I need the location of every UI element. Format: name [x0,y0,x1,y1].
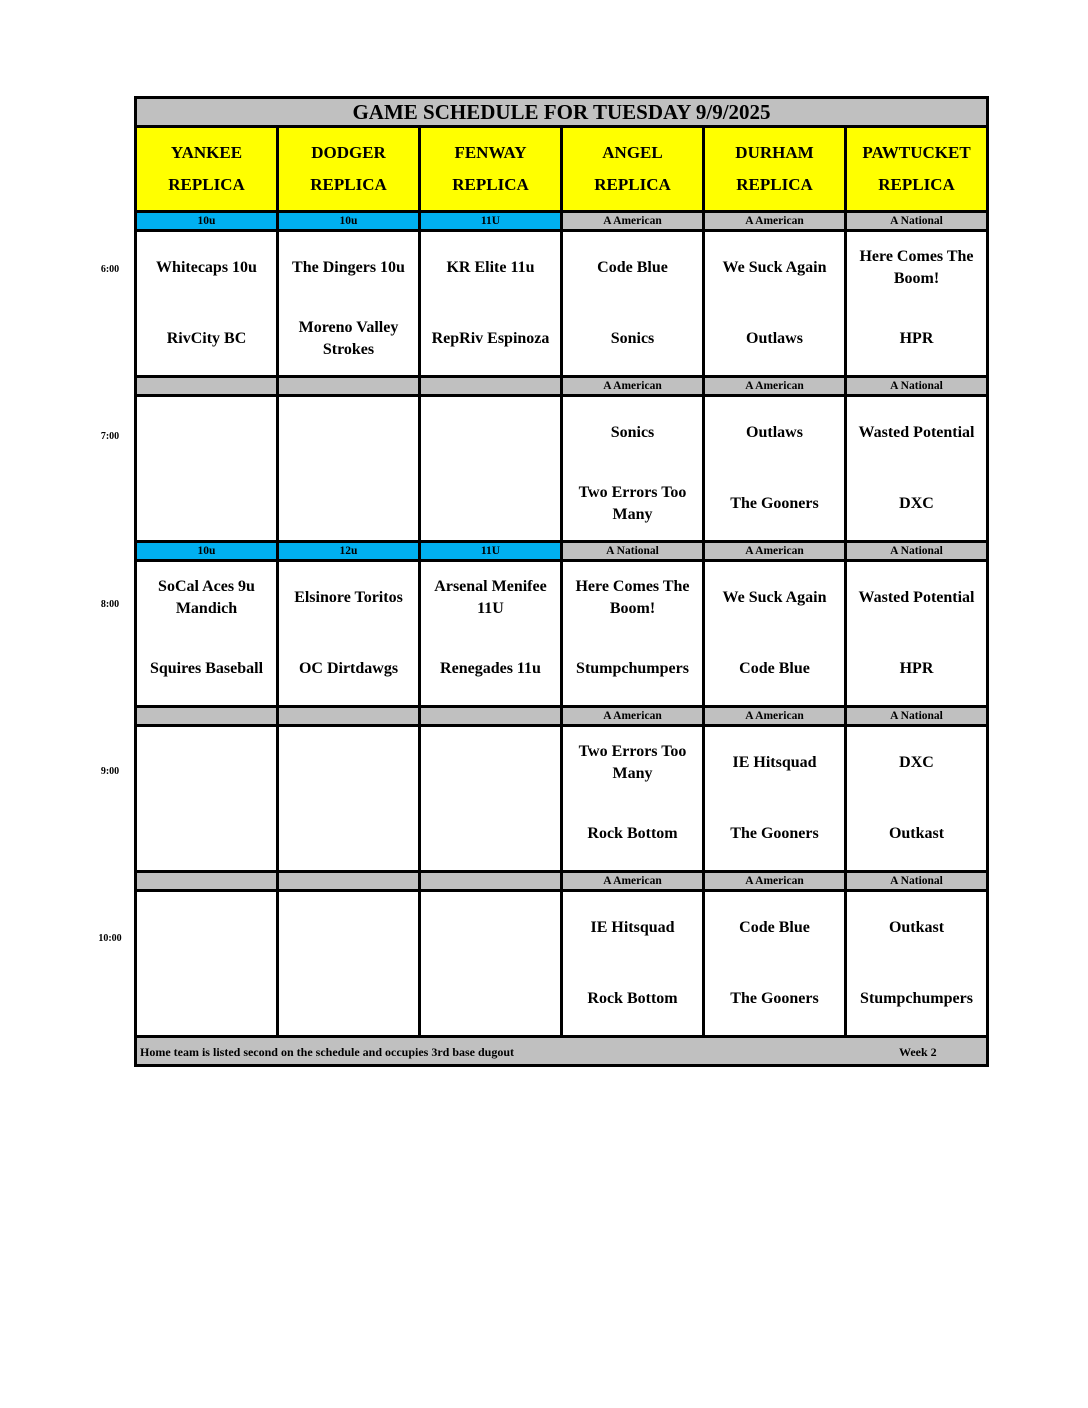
away-team [279,728,418,799]
field-header-durham [704,127,846,212]
field-name: PAWTUCKET [862,143,971,162]
home-team [137,469,276,540]
field-subtitle: REPLICA [878,175,955,194]
division-label: A American [562,707,704,726]
schedule-table [134,96,989,1067]
away-team: Arsenal Menifee 11U [434,578,547,617]
game-cell [704,231,846,377]
time-label: 7:00 [100,431,120,442]
game-cell [420,231,562,377]
division-label [278,377,420,396]
away-team [137,893,276,964]
field-name: DODGER [311,143,386,162]
division-label: A American [704,542,846,561]
away-team: Two Errors Too Many [578,743,687,782]
game-cell [562,231,704,377]
away-team: KR Elite 11u [446,259,535,276]
division-label: A American [704,707,846,726]
game-cell [420,891,562,1037]
game-cell [704,726,846,872]
away-team [279,893,418,964]
game-cell [136,231,278,377]
home-team: Renegades 11u [440,660,541,677]
field-name: FENWAY [454,143,527,162]
field-name: ANGEL [602,143,663,162]
away-team [421,398,560,469]
division-label: A American [704,377,846,396]
game-cell [704,891,846,1037]
home-team: Moreno Valley Strokes [298,319,399,358]
game-cell [846,561,988,707]
division-label: A American [704,872,846,891]
home-team: The Gooners [730,495,819,512]
division-row [136,377,988,396]
time-label: 9:00 [100,766,120,777]
field-subtitle: REPLICA [452,175,529,194]
game-row [136,891,988,1037]
game-row [136,561,988,707]
home-team [421,964,560,1035]
home-team-note: Home team is listed second on the schedule and occupies 3rd base dugout [140,1045,515,1059]
division-label: A National [846,872,988,891]
home-team: RivCity BC [166,330,247,347]
division-label: 10u [136,212,278,231]
division-label: A National [846,377,988,396]
home-team [137,964,276,1035]
field-header-yankee [136,127,278,212]
home-team: Sonics [610,330,655,347]
home-team: Outlaws [746,330,803,347]
footer-bar [136,1037,988,1066]
game-cell [846,726,988,872]
game-cell [278,726,420,872]
division-label: A National [846,542,988,561]
division-row [136,707,988,726]
field-name: DURHAM [735,143,814,162]
title-row [136,98,988,127]
away-team: Elsinore Toritos [294,589,403,606]
away-team [137,728,276,799]
field-header-pawtucket [846,127,988,212]
game-row [136,231,988,377]
game-cell [420,396,562,542]
division-label [278,707,420,726]
home-team [421,469,560,540]
home-team: Stumpchumpers [860,990,973,1007]
division-label: A American [562,212,704,231]
home-team: OC Dirtdawgs [298,660,399,677]
home-team: HPR [899,660,934,677]
week-label: Week 2 [899,1045,937,1059]
home-team: Stumpchumpers [576,660,689,677]
home-team: HPR [899,330,934,347]
away-team [279,398,418,469]
home-team [279,799,418,870]
game-cell [846,891,988,1037]
home-team: Outkast [888,825,945,842]
division-label [420,377,562,396]
division-label [420,707,562,726]
field-header-dodger [278,127,420,212]
home-team: Rock Bottom [587,825,678,842]
division-label: 10u [136,542,278,561]
away-team: Sonics [610,424,655,441]
game-row [136,396,988,542]
game-cell [562,561,704,707]
away-team: Outlaws [746,424,803,441]
home-team [421,799,560,870]
field-subtitle: REPLICA [594,175,671,194]
away-team [421,728,560,799]
away-team: We Suck Again [722,589,827,606]
division-label: 12u [278,542,420,561]
game-cell [136,891,278,1037]
away-team: IE Hitsquad [732,754,817,771]
away-team: Wasted Potential [858,589,975,606]
game-cell [704,396,846,542]
away-team: We Suck Again [722,259,827,276]
field-header-fenway [420,127,562,212]
home-team: Rock Bottom [587,990,678,1007]
division-label: 11U [420,542,562,561]
division-label: A National [846,212,988,231]
home-team: Squires Baseball [149,660,264,677]
game-cell [562,726,704,872]
home-team [279,469,418,540]
away-team: The Dingers 10u [292,259,405,276]
away-team: Wasted Potential [858,424,975,441]
away-team: SoCal Aces 9u Mandich [158,578,255,617]
game-cell [136,396,278,542]
division-label: A National [562,542,704,561]
time-label: 8:00 [100,599,120,610]
game-cell [704,561,846,707]
game-cell [136,726,278,872]
footer-row [136,1037,988,1066]
game-cell [420,561,562,707]
division-label [278,872,420,891]
game-cell [278,231,420,377]
division-row [136,872,988,891]
division-row [136,212,988,231]
division-label [136,707,278,726]
away-team: Here Comes The Boom! [859,248,974,287]
division-label: A National [846,707,988,726]
home-team: The Gooners [730,825,819,842]
home-team: The Gooners [730,990,819,1007]
home-team: DXC [899,495,934,512]
away-team: Code Blue [739,919,810,936]
game-cell [562,891,704,1037]
division-label: A American [562,377,704,396]
schedule-body [136,212,988,1037]
home-team [137,799,276,870]
schedule-title: GAME SCHEDULE FOR TUESDAY 9/9/2025 [136,98,988,127]
away-team: Outkast [888,919,945,936]
game-cell [136,561,278,707]
away-team: Code Blue [597,259,668,276]
away-team: IE Hitsquad [590,919,675,936]
division-label [136,377,278,396]
away-team: Here Comes The Boom! [575,578,690,617]
game-cell [278,396,420,542]
game-cell [278,891,420,1037]
division-row [136,542,988,561]
field-header-angel [562,127,704,212]
field-subtitle: REPLICA [168,175,245,194]
field-header-row [136,127,988,212]
game-cell [278,561,420,707]
field-subtitle: REPLICA [310,175,387,194]
field-subtitle: REPLICA [736,175,813,194]
division-label [420,872,562,891]
game-cell [420,726,562,872]
division-label [136,872,278,891]
game-row [136,726,988,872]
home-team: RepRiv Espinoza [431,330,550,347]
home-team [279,964,418,1035]
away-team: Whitecaps 10u [156,259,257,276]
game-cell [562,396,704,542]
division-label: 11U [420,212,562,231]
field-name: YANKEE [170,143,243,162]
home-team: Two Errors Too Many [578,484,687,523]
division-label: A American [562,872,704,891]
home-team: Code Blue [739,660,810,677]
game-cell [846,231,988,377]
division-label: A American [704,212,846,231]
division-label: 10u [278,212,420,231]
away-team [137,398,276,469]
time-label: 6:00 [100,264,120,275]
away-team: DXC [899,754,934,771]
time-label: 10:00 [98,933,122,944]
game-cell [846,396,988,542]
away-team [421,893,560,964]
